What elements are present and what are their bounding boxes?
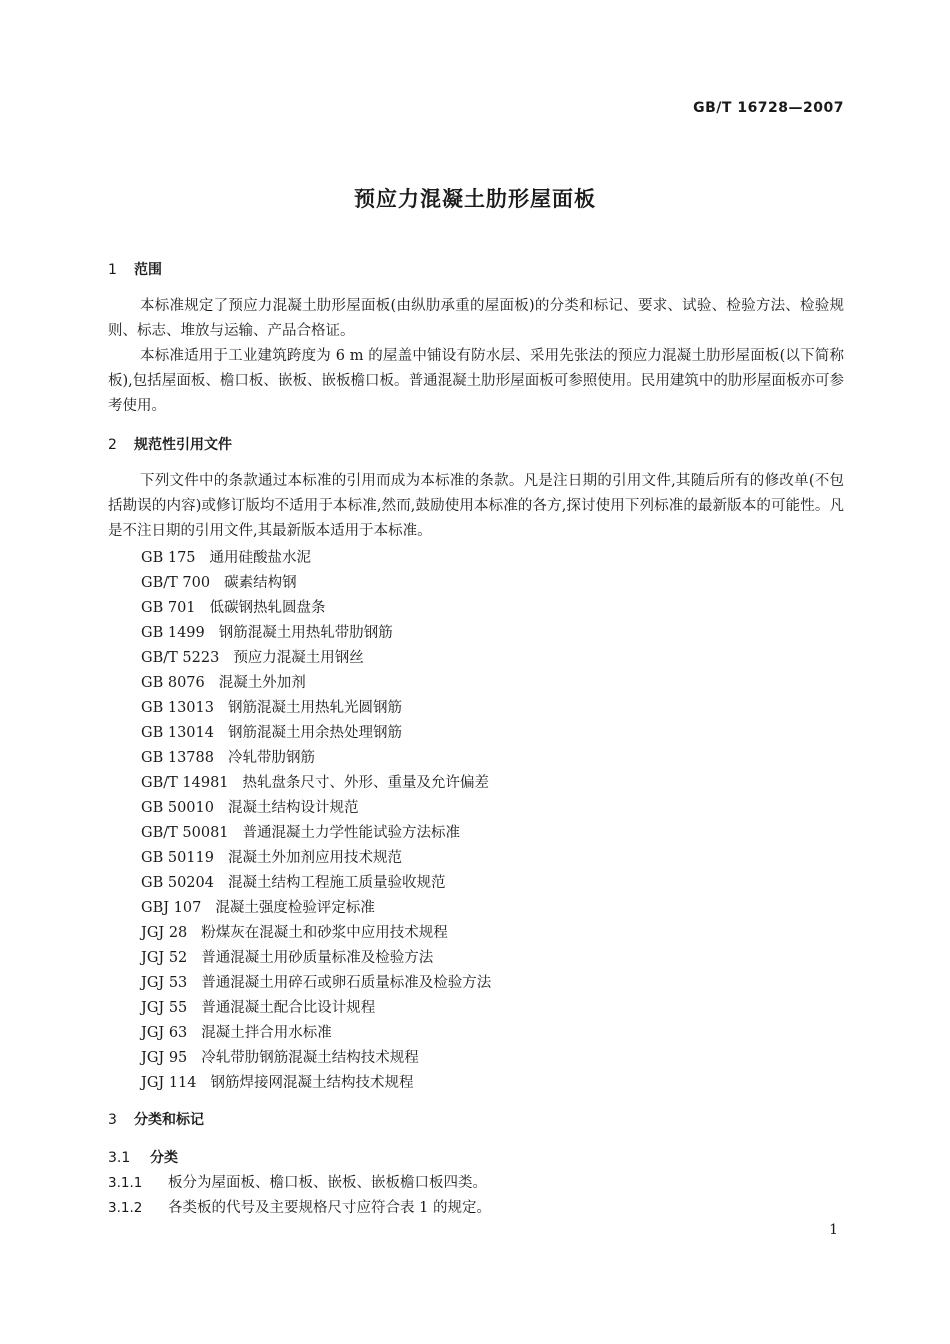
reference-title: 混凝土强度检验评定标准 bbox=[215, 900, 375, 916]
scope-paragraph-1: 本标准规定了预应力混凝土肋形屋面板(由纵肋承重的屋面板)的分类和标记、要求、试验、检验方法、检验规则、标志、堆放与运输、产品合格证。 bbox=[108, 298, 844, 339]
reference-title: 钢筋焊接网混凝土结构技术规程 bbox=[210, 1075, 414, 1091]
reference-title: 预应力混凝土用钢丝 bbox=[233, 650, 364, 666]
reference-title: 低碳钢热轧圆盘条 bbox=[209, 600, 326, 616]
reference-title: 冷轧带肋钢筋混凝土结构技术规程 bbox=[201, 1050, 419, 1066]
subsection-number: 3.1 bbox=[108, 1150, 131, 1166]
reference-title: 普通混凝土力学性能试验方法标准 bbox=[242, 825, 461, 841]
reference-title: 粉煤灰在混凝土和砂浆中应用技术规程 bbox=[201, 925, 448, 941]
clause-number: 3.1.1 bbox=[108, 1175, 143, 1191]
reference-title: 混凝土结构工程施工质量验收规范 bbox=[227, 875, 446, 891]
reference-code: GB 50204 bbox=[141, 875, 214, 891]
section-number: 1 bbox=[108, 262, 117, 278]
reference-title: 普通混凝土用砂质量标准及检验方法 bbox=[201, 950, 434, 966]
document-title: 预应力混凝土肋形屋面板 bbox=[354, 187, 596, 211]
reference-item bbox=[141, 871, 491, 896]
reference-code: GB/T 14981 bbox=[141, 775, 229, 791]
reference-code: GB 50119 bbox=[141, 850, 214, 866]
section-title: 范围 bbox=[134, 262, 162, 278]
reference-code: GB 1499 bbox=[141, 625, 205, 641]
reference-code: GB 13013 bbox=[141, 700, 214, 716]
reference-code: JGJ 63 bbox=[141, 1025, 188, 1041]
reference-item bbox=[141, 971, 491, 996]
section-number: 2 bbox=[108, 437, 117, 453]
reference-item bbox=[141, 946, 491, 971]
reference-title: 热轧盘条尺寸、外形、重量及允许偏差 bbox=[242, 775, 490, 791]
reference-item bbox=[141, 796, 491, 821]
reference-item bbox=[141, 671, 491, 696]
section-title: 分类和标记 bbox=[134, 1112, 204, 1128]
reference-item bbox=[141, 771, 491, 796]
reference-code: GB/T 50081 bbox=[141, 825, 229, 841]
subsection-3-1-heading bbox=[108, 1148, 178, 1168]
reference-title: 钢筋混凝土用余热处理钢筋 bbox=[227, 725, 402, 741]
scope-paragraph-2: 本标准适用于工业建筑跨度为 6 m 的屋盖中铺设有防水层、采用先张法的预应力混凝土肋形屋面板(以下简称板),包括屋面板、檐口板、嵌板、嵌板檐口板。普通混凝土肋形屋面板可参照使用。民用建筑中的肋形屋面板亦可参考使用。 bbox=[108, 348, 844, 414]
reference-title: 普通混凝土用碎石或卵石质量标准及检验方法 bbox=[201, 975, 492, 991]
subsection-title: 分类 bbox=[150, 1150, 178, 1166]
reference-item bbox=[141, 721, 491, 746]
reference-item bbox=[141, 746, 491, 771]
reference-code: JGJ 28 bbox=[141, 925, 188, 941]
clause-3-1-1 bbox=[108, 1172, 487, 1194]
section-2-heading bbox=[108, 435, 232, 455]
reference-item bbox=[141, 846, 491, 871]
clause-3-1-2 bbox=[108, 1197, 491, 1219]
reference-code: GB 13014 bbox=[141, 725, 214, 741]
clause-number: 3.1.2 bbox=[108, 1200, 143, 1216]
section-3-heading bbox=[108, 1110, 204, 1130]
reference-code: JGJ 52 bbox=[141, 950, 188, 966]
reference-title: 钢筋混凝土用热轧光圆钢筋 bbox=[227, 700, 402, 716]
clause-text: 板分为屋面板、檐口板、嵌板、嵌板檐口板四类。 bbox=[168, 1175, 487, 1191]
references-intro: 下列文件中的条款通过本标准的引用而成为本标准的条款。凡是注日期的引用文件,其随后所有的修改单(不包括勘误的内容)或修订版均不适用于本标准,然而,鼓励使用本标准的各方,探讨使用下列标准的最新版本的可能性。凡是不注日期的引用文件,其最新版本适用于本标准。 bbox=[108, 473, 844, 539]
reference-code: JGJ 95 bbox=[141, 1050, 188, 1066]
reference-code: GB/T 5223 bbox=[141, 650, 220, 666]
reference-item bbox=[141, 896, 491, 921]
reference-code: GB/T 700 bbox=[141, 575, 211, 591]
reference-code: JGJ 55 bbox=[141, 1000, 188, 1016]
reference-item bbox=[141, 1021, 491, 1046]
reference-code: JGJ 114 bbox=[141, 1075, 197, 1091]
reference-item bbox=[141, 596, 491, 621]
reference-code: GB 8076 bbox=[141, 675, 205, 691]
reference-item bbox=[141, 921, 491, 946]
section-number: 3 bbox=[108, 1112, 117, 1128]
reference-item bbox=[141, 621, 491, 646]
reference-title: 碳素结构钢 bbox=[224, 575, 297, 591]
reference-item bbox=[141, 821, 491, 846]
page-number: 1 bbox=[829, 1222, 838, 1238]
reference-code: GB 175 bbox=[141, 550, 196, 566]
reference-title: 冷轧带肋钢筋 bbox=[227, 750, 315, 766]
reference-item bbox=[141, 1071, 491, 1096]
reference-item bbox=[141, 646, 491, 671]
reference-title: 混凝土外加剂应用技术规范 bbox=[227, 850, 402, 866]
reference-list bbox=[141, 546, 491, 1096]
reference-item bbox=[141, 546, 491, 571]
reference-code: GB 50010 bbox=[141, 800, 214, 816]
reference-title: 混凝土外加剂 bbox=[218, 675, 306, 691]
reference-item bbox=[141, 571, 491, 596]
section-1-heading bbox=[108, 260, 162, 280]
reference-item bbox=[141, 696, 491, 721]
reference-item bbox=[141, 996, 491, 1021]
clause-text: 各类板的代号及主要规格尺寸应符合表 1 的规定。 bbox=[168, 1200, 491, 1216]
reference-title: 通用硅酸盐水泥 bbox=[209, 550, 312, 566]
standard-code: GB/T 16728—2007 bbox=[693, 100, 844, 116]
section-title: 规范性引用文件 bbox=[134, 437, 232, 453]
reference-title: 混凝土拌合用水标准 bbox=[201, 1025, 332, 1041]
reference-code: GBJ 107 bbox=[141, 900, 202, 916]
reference-code: GB 13788 bbox=[141, 750, 214, 766]
reference-title: 混凝土结构设计规范 bbox=[227, 800, 359, 816]
reference-code: JGJ 53 bbox=[141, 975, 188, 991]
reference-item bbox=[141, 1046, 491, 1071]
reference-title: 普通混凝土配合比设计规程 bbox=[201, 1000, 376, 1016]
reference-code: GB 701 bbox=[141, 600, 196, 616]
reference-title: 钢筋混凝土用热轧带肋钢筋 bbox=[218, 625, 393, 641]
